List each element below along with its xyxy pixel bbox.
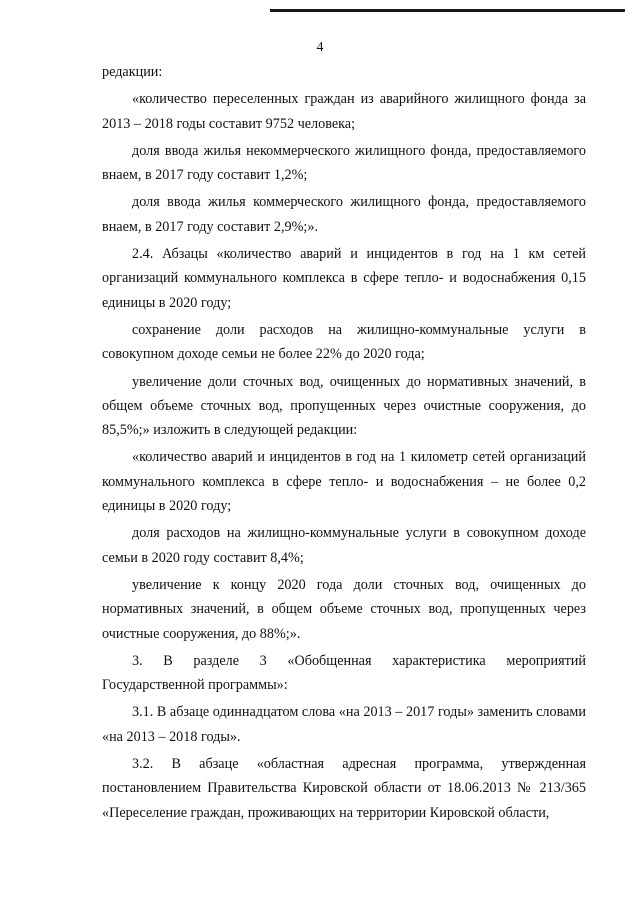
document-body <box>102 60 586 825</box>
paragraph-8: «количество аварий и инцидентов в год на 1 километр сетей организаций коммунального комплекса в сфере тепло- и водоснабжения – не более 0,2 единицы в 2020 году; <box>102 449 586 515</box>
top-rule <box>270 9 625 12</box>
paragraph-6: сохранение доли расходов на жилищно-коммунальные услуги в совокупном доходе семьи не более 22% до 2020 года; <box>102 321 586 363</box>
paragraph-12: 3.1. В абзаце одиннадцатом слова «на 2013 – 2017 годы» заменить словами «на 2013 – 2018 годы». <box>102 704 586 745</box>
paragraph-10: увеличение к концу 2020 года доли сточных вод, очищенных до нормативных значений, в общем объеме сточных вод, пропущенных через очистные сооружения, до 88%;». <box>102 576 586 642</box>
paragraph-5: 2.4. Абзацы «количество аварий и инцидентов в год на 1 км сетей организаций коммунального комплекса в сфере тепло- и водоснабжения 0,15 единицы в 2020 году; <box>102 246 586 311</box>
paragraph-7: увеличение доли сточных вод, очищенных до нормативных значений, в общем объеме сточных вод, пропущенных через очистные сооружения, до 85,5%;» изложить в следующей редакции: <box>102 373 586 439</box>
paragraph-9: доля расходов на жилищно-коммунальные услуги в совокупном доходе семьи в 2020 году составит 8,4%; <box>102 525 586 566</box>
paragraph-3: доля ввода жилья некоммерческого жилищного фонда, предоставляемого внаем, в 2017 году составит 1,2%; <box>102 142 586 184</box>
paragraph-4: доля ввода жилья коммерческого жилищного фонда, предоставляемого внаем, в 2017 году составит 2,9%;». <box>102 194 586 235</box>
paragraph-1: редакции: <box>102 64 163 80</box>
page-number: 4 <box>316 40 324 55</box>
paragraph-13: 3.2. В абзаце «областная адресная программа, утвержденная постановлением Правительства Кировской области от 18.06.2013 № 213/365 «Переселение граждан, проживающих на территории Кировской области, <box>102 756 586 821</box>
paragraph-2: «количество переселенных граждан из аварийного жилищного фонда за 2013 – 2018 годы составит 9752 человека; <box>102 91 586 132</box>
paragraph-11: 3. В разделе 3 «Обобщенная характеристика мероприятий Государственной программы»: <box>102 652 586 694</box>
